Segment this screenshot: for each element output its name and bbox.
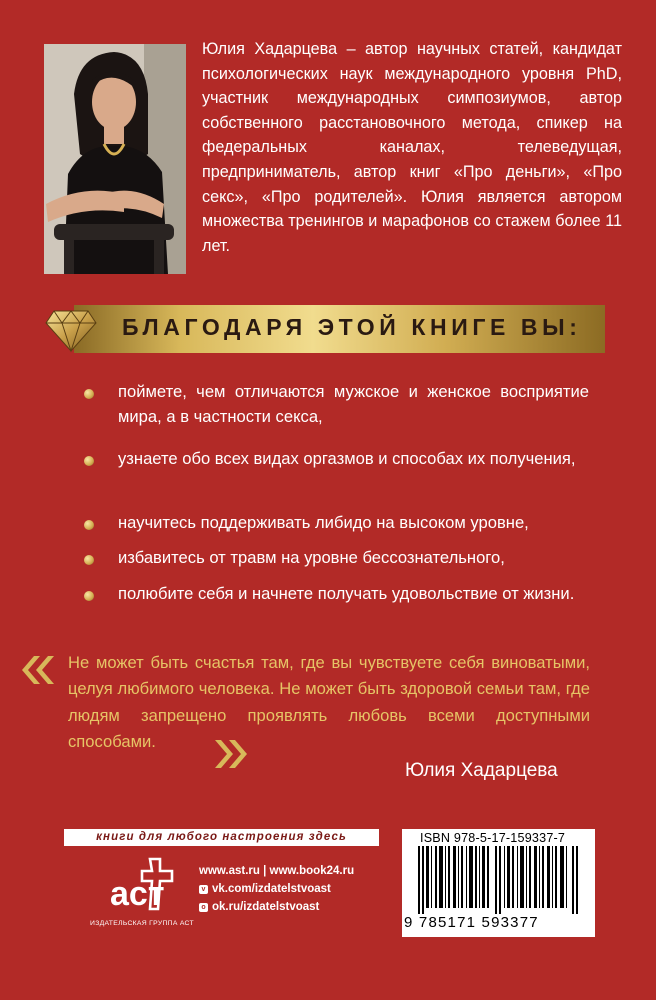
barcode-digits: 9 785171 593377 <box>404 914 539 931</box>
logo-text: аст <box>110 875 165 913</box>
isbn-barcode <box>402 829 595 937</box>
ok-text: ok.ru/izdatelstvoast <box>212 901 320 913</box>
barcode-bars <box>418 846 580 914</box>
websites-link[interactable] <box>199 862 354 880</box>
ast-logo <box>108 853 178 919</box>
list-item <box>84 511 529 536</box>
bullet-icon <box>84 520 94 530</box>
banner-title: БЛАГОДАРЯ ЭТОЙ КНИГЕ ВЫ: <box>122 314 582 340</box>
author-photo <box>44 44 186 274</box>
vk-text: vk.com/izdatelstvoast <box>212 883 331 895</box>
quote-close-icon <box>213 738 249 770</box>
list-item <box>84 447 576 472</box>
author-bio: Юлия Хадарцева – автор научных статей, кандидат психологических наук международного уровня PhD, участник международных симпозиумов, автор собственного расстановочного метода, спикер на федеральных каналах, телеведущая, предприниматель, автор книг «Про деньги», «Про секс», «Про родителей». Юлия является автором множества тренингов и марафонов со стажем более 11 лет. <box>202 40 622 255</box>
benefits-banner <box>34 303 605 355</box>
bullet-icon <box>84 389 94 399</box>
vk-icon: v <box>199 885 208 894</box>
bullet-icon <box>84 555 94 565</box>
vk-link[interactable] <box>199 880 354 898</box>
isbn-number: ISBN 978-5-17-159337-7 <box>420 831 566 845</box>
bullet-icon <box>84 591 94 601</box>
footer-links <box>199 862 354 916</box>
list-item-text: узнаете обо всех видах оргазмов и способах их получения, <box>118 449 576 468</box>
bullet-icon <box>84 456 94 466</box>
list-item <box>84 582 574 607</box>
list-item-text: поймете, чем отличаются мужское и женское восприятие мира, а в частности секса, <box>118 382 589 426</box>
list-item <box>84 546 505 571</box>
quote-author: Юлия Хадарцева <box>405 760 558 781</box>
list-item-text: научитесь поддерживать либидо на высоком уровне, <box>118 513 529 532</box>
tagline-strip: книги для любого настроения здесь <box>64 829 379 846</box>
ok-link[interactable] <box>199 898 354 916</box>
ok-icon: o <box>199 903 208 912</box>
quote-open-icon <box>20 654 56 686</box>
diamond-icon <box>44 303 98 355</box>
list-item <box>84 380 589 429</box>
list-item-text: полюбите себя и начнете получать удовольствие от жизни. <box>118 584 575 603</box>
list-item-text: избавитесь от травм на уровне бессознательного, <box>118 548 505 567</box>
publisher-name: ИЗДАТЕЛЬСКАЯ ГРУППА АСТ <box>90 920 194 927</box>
quote-text: Не может быть счастья там, где вы чувствуете себя виноватыми, целуя любимого человека. Не может быть здоровой семьи там, где людям запрещено проявлять любовь всеми доступными способами. <box>68 653 590 752</box>
websites-text: www.ast.ru | www.book24.ru <box>199 865 355 877</box>
